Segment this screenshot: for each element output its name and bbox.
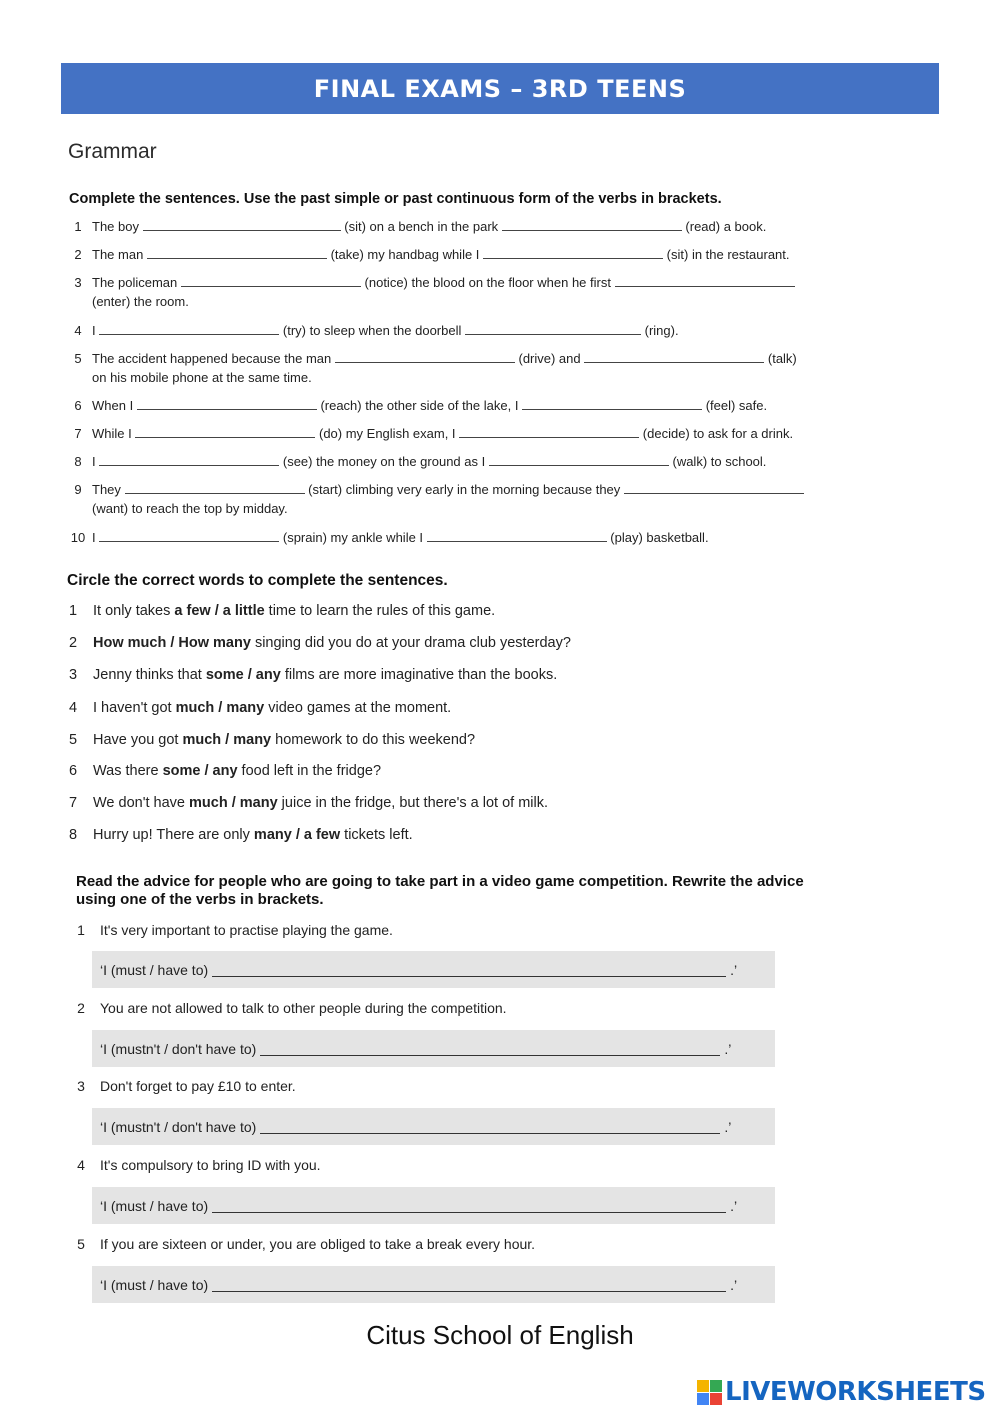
item-text: homework to do this weekend?: [271, 732, 476, 748]
answer-line[interactable]: [212, 962, 726, 977]
exercise3-prompt: [74, 1234, 874, 1254]
exercise1-item: [64, 480, 864, 518]
exercise1-item: [64, 217, 864, 236]
item-number: 6: [68, 763, 78, 779]
item-text: The policeman: [92, 275, 178, 290]
item-text: (sprain) my ankle while I: [282, 530, 424, 545]
item-text: video games at the moment.: [264, 700, 452, 716]
word-choice[interactable]: some / any: [205, 667, 281, 683]
exam-title-banner: [61, 63, 939, 114]
exercise2-item: [64, 698, 864, 718]
answer-blank[interactable]: [427, 529, 607, 542]
item-number: 4: [77, 1157, 85, 1173]
exercise2-item: [64, 601, 864, 621]
exercise3-prompt: [74, 920, 874, 940]
item-number: 2: [77, 1000, 85, 1016]
item-text: It only takes: [93, 603, 175, 619]
item-text: (reach) the other side of the lake, I: [320, 398, 519, 413]
item-text: I: [92, 323, 96, 338]
item-text: I: [92, 454, 96, 469]
answer-line[interactable]: [260, 1041, 720, 1056]
instruction-line: using one of the verbs in brackets.: [76, 891, 324, 908]
item-number: 9: [74, 482, 82, 497]
item-number: 1: [74, 219, 82, 234]
answer-blank[interactable]: [181, 274, 361, 287]
item-number: 1: [68, 603, 78, 619]
item-text: (do) my English exam, I: [318, 426, 456, 441]
word-choice[interactable]: much / many: [189, 795, 278, 811]
answer-end: .’: [730, 961, 738, 978]
item-text: (decide) to ask for a drink.: [642, 426, 794, 441]
answer-box: [92, 1030, 775, 1067]
instruction-line: Read the advice for people who are going to take part in a video game competition. Rewrite the advice: [76, 873, 804, 890]
answer-blank[interactable]: [502, 218, 682, 231]
exercise1-item: [64, 424, 864, 443]
item-text: When I: [92, 398, 134, 413]
item-number: 3: [77, 1078, 85, 1094]
answer-end: .’: [730, 1276, 738, 1293]
exercise3-prompt: [74, 1076, 874, 1096]
item-number: 8: [74, 454, 82, 469]
exercise2-item: [64, 761, 864, 781]
answer-blank[interactable]: [125, 481, 305, 494]
item-text: The accident happened because the man: [92, 351, 332, 366]
item-number: 2: [68, 635, 78, 651]
answer-blank[interactable]: [99, 529, 279, 542]
item-text: (want) to reach the top by midday.: [92, 501, 288, 516]
item-number: 7: [68, 795, 78, 811]
item-number: 5: [77, 1236, 85, 1252]
item-text: If you are sixteen or under, you are obliged to take a break every hour.: [100, 1236, 536, 1252]
item-number: 4: [68, 700, 78, 716]
answer-blank[interactable]: [143, 218, 341, 231]
answer-box: [92, 1187, 775, 1224]
exercise2-instruction: Circle the correct words to complete the sentences.: [67, 572, 448, 589]
exercise1-item: [64, 528, 864, 547]
answer-end: .’: [724, 1040, 732, 1057]
item-text: (read) a book.: [685, 219, 767, 234]
answer-blank[interactable]: [99, 453, 279, 466]
item-number: 8: [68, 827, 78, 843]
item-text: (try) to sleep when the doorbell: [282, 323, 462, 338]
word-choice[interactable]: much / many: [182, 732, 272, 748]
exercise2-item: [64, 793, 864, 813]
answer-box: [92, 951, 775, 988]
item-text: (play) basketball.: [610, 530, 709, 545]
item-number: 1: [77, 922, 85, 938]
item-number: 6: [74, 398, 82, 413]
word-choice[interactable]: How much / How many: [93, 635, 251, 651]
item-number: 7: [74, 426, 82, 441]
item-text: (drive) and: [518, 351, 581, 366]
item-text: Jenny thinks that: [93, 667, 206, 683]
answer-line[interactable]: [212, 1198, 726, 1213]
answer-blank[interactable]: [624, 481, 804, 494]
item-number: 5: [68, 732, 78, 748]
answer-blank[interactable]: [483, 246, 663, 259]
item-text: (sit) on a bench in the park: [344, 219, 499, 234]
exercise1-item: [64, 396, 864, 415]
item-text: (feel) safe.: [705, 398, 768, 413]
answer-end: .’: [724, 1118, 732, 1135]
exercise1-item: [64, 245, 864, 264]
exercise2-item: [64, 633, 864, 653]
item-text: tickets left.: [340, 827, 413, 843]
item-text: juice in the fridge, but there's a lot of milk.: [277, 795, 549, 811]
answer-end: .’: [730, 1197, 738, 1214]
school-name: Citus School of English: [366, 1320, 634, 1350]
liveworksheets-logo-icon: [697, 1380, 722, 1405]
exercise3-instruction: [76, 873, 804, 909]
item-text: (walk) to school.: [672, 454, 767, 469]
answer-blank[interactable]: [489, 453, 669, 466]
answer-blank[interactable]: [459, 425, 639, 438]
item-text: films are more imaginative than the books.: [280, 667, 558, 683]
item-text: The boy: [92, 219, 139, 234]
section-title: Grammar: [68, 140, 157, 163]
item-text: It's compulsory to bring ID with you.: [100, 1157, 321, 1173]
answer-blank[interactable]: [135, 425, 315, 438]
item-number: 3: [74, 275, 82, 290]
exercise1-item: [64, 321, 864, 340]
item-text: (take) my handbag while I: [330, 247, 480, 262]
exercise2-item: [64, 730, 864, 750]
word-choice[interactable]: a few / a little: [174, 603, 265, 619]
item-text: (sit) in the restaurant.: [666, 247, 790, 262]
item-text: (talk): [767, 351, 797, 366]
item-text: (start) climbing very early in the morning because they: [308, 482, 621, 497]
answer-label: ‘I (mustn't / don't have to): [100, 1040, 257, 1057]
item-number: 4: [74, 323, 82, 338]
exercise3-prompt: [74, 998, 874, 1018]
item-text: food left in the fridge?: [237, 763, 382, 779]
word-choice[interactable]: much / many: [175, 700, 265, 716]
item-text: (enter) the room.: [92, 294, 189, 309]
item-number: 5: [74, 351, 82, 366]
item-text: on his mobile phone at the same time.: [92, 370, 312, 385]
answer-blank[interactable]: [147, 246, 327, 259]
word-choice[interactable]: some / any: [162, 763, 238, 779]
word-choice[interactable]: many / a few: [253, 827, 341, 843]
answer-label: ‘I (mustn't / don't have to): [100, 1118, 257, 1135]
item-text: Have you got: [93, 732, 183, 748]
answer-label: ‘I (must / have to): [100, 961, 209, 978]
item-text: (see) the money on the ground as I: [282, 454, 486, 469]
item-text: You are not allowed to talk to other people during the competition.: [100, 1000, 507, 1016]
item-number: 10: [70, 530, 86, 545]
item-number: 2: [74, 247, 82, 262]
answer-blank[interactable]: [615, 274, 795, 287]
exercise3-prompt: [74, 1155, 874, 1175]
answer-line[interactable]: [212, 1277, 726, 1292]
item-text: We don't have: [93, 795, 190, 811]
exercise2-item: [64, 665, 864, 685]
item-text: I: [92, 530, 96, 545]
answer-box: [92, 1108, 775, 1145]
item-text: singing did you do at your drama club yesterday?: [250, 635, 571, 651]
item-text: I haven't got: [93, 700, 176, 716]
exercise1-item: [64, 273, 864, 311]
item-text: They: [92, 482, 121, 497]
exercise1-instruction: Complete the sentences. Use the past simple or past continuous form of the verbs in brackets.: [69, 191, 722, 207]
item-text: The man: [92, 247, 144, 262]
answer-blank[interactable]: [584, 350, 764, 363]
answer-label: ‘I (must / have to): [100, 1197, 209, 1214]
item-text: It's very important to practise playing the game.: [100, 922, 393, 938]
item-text: Don't forget to pay £10 to enter.: [100, 1078, 296, 1094]
answer-label: ‘I (must / have to): [100, 1276, 209, 1293]
item-text: Was there: [93, 763, 163, 779]
item-text: (ring).: [644, 323, 679, 338]
liveworksheets-logo[interactable]: [697, 1377, 986, 1407]
exercise1-item: [64, 452, 864, 471]
item-text: Hurry up! There are only: [93, 827, 254, 843]
answer-blank[interactable]: [465, 322, 641, 335]
exam-title: FINAL EXAMS – 3RD TEENS: [313, 74, 687, 103]
exercise2-item: [64, 825, 864, 845]
item-text: (notice) the blood on the floor when he first: [364, 275, 611, 290]
logo-text: LIVEWORKSHEETS: [725, 1377, 986, 1407]
item-text: While I: [92, 426, 132, 441]
answer-blank[interactable]: [137, 397, 317, 410]
answer-blank[interactable]: [522, 397, 702, 410]
item-number: 3: [68, 667, 78, 683]
answer-blank[interactable]: [335, 350, 515, 363]
exercise1-item: [64, 349, 864, 387]
answer-line[interactable]: [260, 1119, 720, 1134]
answer-box: [92, 1266, 775, 1303]
answer-blank[interactable]: [99, 322, 279, 335]
item-text: time to learn the rules of this game.: [264, 603, 496, 619]
